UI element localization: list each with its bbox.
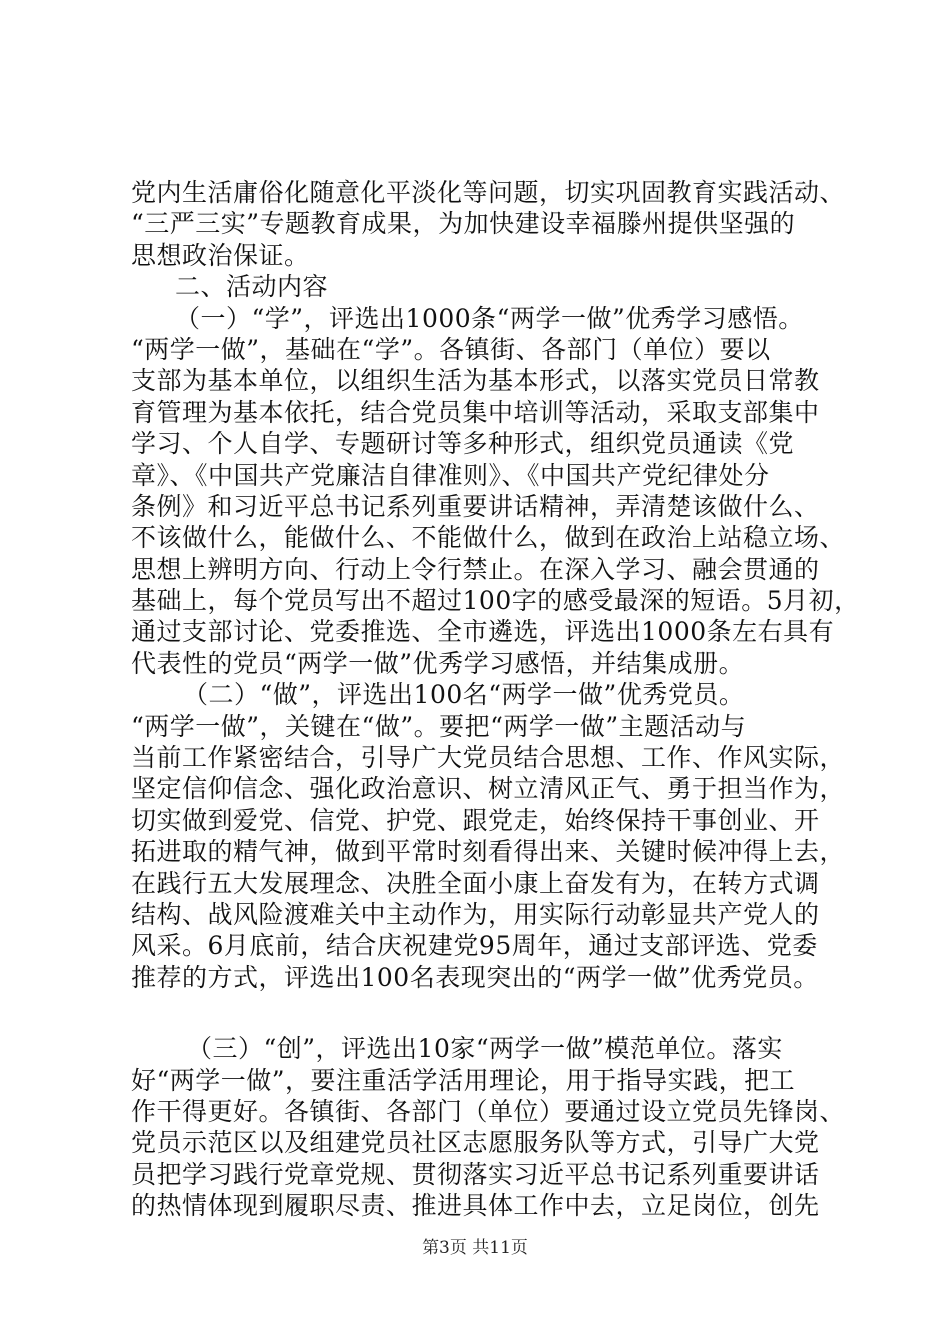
paragraph-line: 通过支部讨论、党委推选、全市遴选，评选出1000条左右具有 [131, 617, 835, 647]
item-heading-2: （二）“做”，评选出100名“两学一做”优秀党员。 [183, 680, 745, 710]
paragraph-line: 拓进取的精气神，做到平常时刻看得出来、关键时候冲得上去， [131, 837, 846, 867]
item-heading-1: （一）“学”，评选出1000条“两学一做”优秀学习感悟。 [175, 303, 804, 333]
item-heading-3: （三）“创”，评选出10家“两学一做”模范单位。落实 [187, 1034, 783, 1064]
paragraph-line: 党内生活庸俗化随意化平淡化等问题，切实巩固教育实践活动、 [131, 178, 846, 207]
paragraph-line: 不该做什么，能做什么、不能做什么，做到在政治上站稳立场、 [131, 523, 846, 553]
paragraph-line: 思想政治保证。 [131, 240, 310, 270]
paragraph-line: 好“两学一做”，要注重活学活用理论，用于指导实践，把工 [131, 1065, 796, 1095]
paragraph-line: 代表性的党员“两学一做”优秀学习感悟，并结集成册。 [131, 648, 745, 678]
paragraph-line: 推荐的方式，评选出100名表现突出的“两学一做”优秀党员。 [131, 962, 819, 992]
paragraph-line: 风采。6月底前，结合庆祝建党95周年，通过支部评选、党委 [131, 931, 818, 961]
paragraph-line: 条例》和习近平总书记系列重要讲话精神，弄清楚该做什么、 [131, 491, 820, 521]
paragraph-line: 基础上，每个党员写出不超过100字的感受最深的短语。5月初， [131, 586, 860, 616]
paragraph-line: 当前工作紧密结合，引导广大党员结合思想、工作、作风实际， [131, 743, 846, 773]
section-heading: 二、活动内容 [175, 272, 329, 302]
paragraph-line: “两学一做”，关键在“做”。要把“两学一做”主题活动与 [131, 711, 747, 741]
paragraph-gap [131, 993, 831, 1033]
paragraph-line: 结构、战风险渡难关中主动作为，用实际行动彰显共产党人的 [131, 899, 820, 929]
paragraph-line: 坚定信仰信念、强化政治意识、树立清风正气、勇于担当作为， [131, 774, 846, 804]
page-number-footer: 第3页 共11页 [422, 1238, 528, 1258]
paragraph-line: 支部为基本单位，以组织生活为基本形式，以落实党员日常教 [131, 366, 820, 396]
paragraph-line: 党员示范区以及组建党员社区志愿服务队等方式，引导广大党 [131, 1128, 820, 1158]
document-body [131, 177, 860, 1222]
paragraph-line: 作干得更好。各镇街、各部门（单位）要通过设立党员先锋岗、 [131, 1096, 846, 1126]
paragraph-line: 的热情体现到履职尽责、推进具体工作中去，立足岗位，创先 [131, 1191, 820, 1221]
paragraph-line: 员把学习践行党章党规、贯彻落实习近平总书记系列重要讲话 [131, 1159, 820, 1189]
paragraph-line: 章》、《中国共产党廉洁自律准则》、《中国共产党纪律处分 [131, 460, 770, 490]
paragraph-line: 学习、个人自学、专题研讨等多种形式，组织党员通读《党 [131, 429, 795, 459]
paragraph-line: “三严三实”专题教育成果，为加快建设幸福滕州提供坚强的 [131, 209, 796, 239]
paragraph-line: 思想上辨明方向、行动上令行禁止。在深入学习、融会贯通的 [131, 554, 820, 584]
paragraph-line: “两学一做”，基础在“学”。各镇街、各部门（单位）要以 [131, 334, 771, 364]
paragraph-line: 切实做到爱党、信党、护党、跟党走，始终保持干事创业、开 [131, 805, 820, 835]
paragraph-line: 在践行五大发展理念、决胜全面小康上奋发有为，在转方式调 [131, 868, 820, 898]
paragraph-line: 育管理为基本依托，结合党员集中培训等活动，采取支部集中 [131, 397, 820, 427]
